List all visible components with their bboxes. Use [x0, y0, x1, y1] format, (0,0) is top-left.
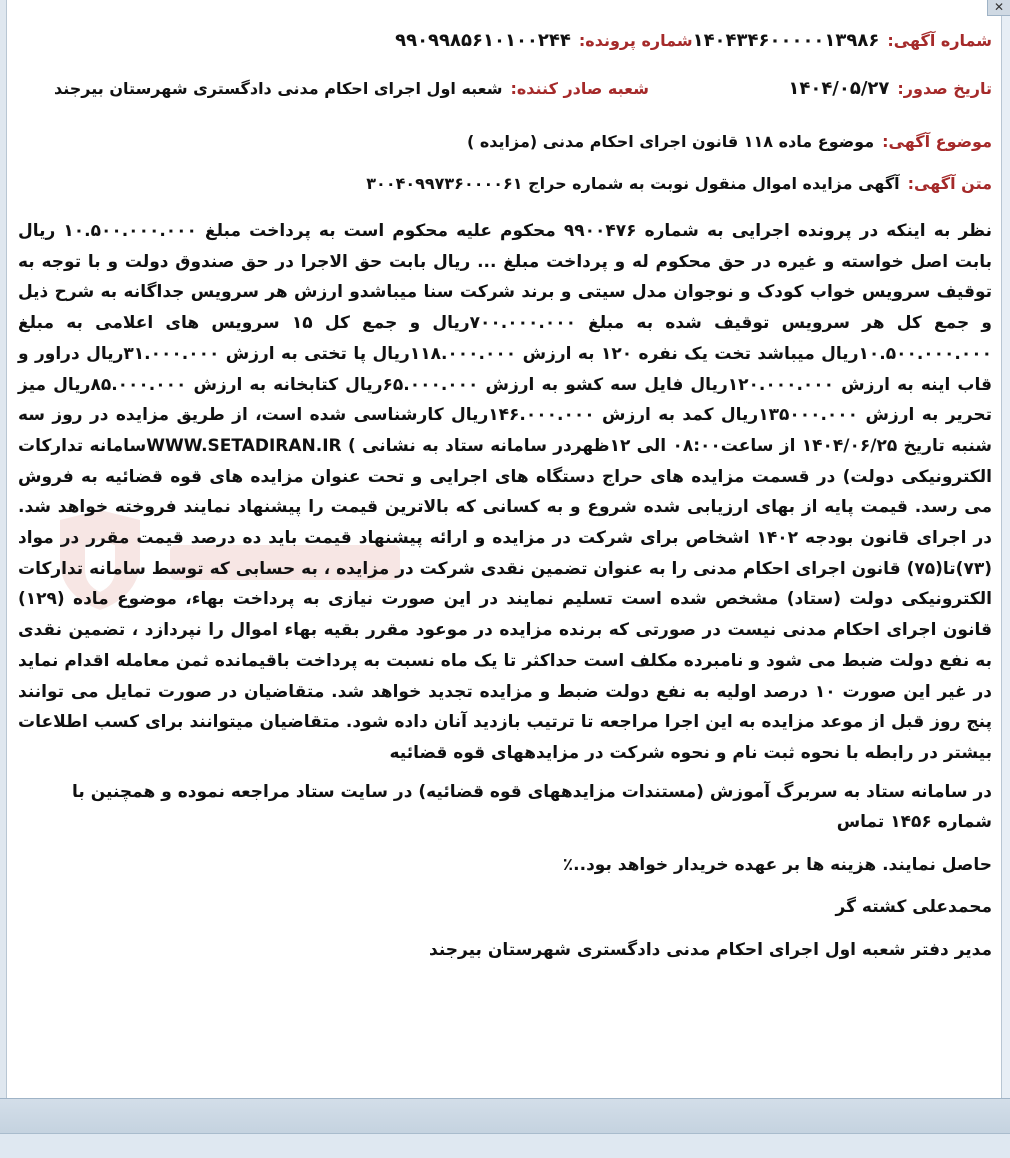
subject-row [18, 132, 992, 170]
header-row-2 [18, 78, 992, 116]
signer-name: محمدعلی کشته گر [835, 897, 992, 918]
text-title-row [18, 174, 992, 212]
notice-number-label: شماره آگهی: [887, 31, 992, 50]
subject-field [467, 132, 992, 151]
text-title: آگهی مزایده اموال منقول نوبت به شماره حراج ۳۰۰۴۰۹۹۷۳۶۰۰۰۰۶۱ [366, 174, 900, 193]
window-frame-left [0, 0, 7, 1100]
window-frame-right [1001, 0, 1010, 1100]
notice-number-field [693, 30, 992, 51]
status-strip [0, 1133, 1010, 1158]
issuer-field [54, 79, 649, 98]
notice-document [18, 30, 992, 965]
notice-body: نظر به اینکه در پرونده اجرایی به شماره ۹۹۰۰۴۷۶ محکوم علیه محکوم است به پرداخت مبلغ ۱۰.۵۰۰.۰۰۰.۰۰۰ ریال بابت اصل خواسته و غیره در حق محکوم له و پرداخت مبلغ ... ریال بابت حق الاجرا در حق صندوق دولت و با توجه به توقیف سرویس خواب کودک و نوجوان مدل سیتی و برند شرکت سنا میباشدو ارزش هر سرویس جداگانه به شرح ذیل و جمع کل هر سرویس توقیف شده به مبلغ ۷۰۰.۰۰۰.۰۰۰ریال و جمع کل ۱۵ سرویس های اعلامی به مبلغ ۱۰.۵۰۰.۰۰۰.۰۰۰ریال میباشد تخت یک نفره ۱۲۰ به ارزش ۱۱۸.۰۰۰.۰۰۰ریال پا تختی به ارزش ۳۱.۰۰۰.۰۰۰ریال دراور و قاب اینه به ارزش ۱۲۰.۰۰۰.۰۰۰ریال فایل سه کشو به ارزش ۶۵.۰۰۰.۰۰۰ریال کتابخانه به ارزش ۸۵.۰۰۰.۰۰۰ریال میز تحریر به ارزش ۱۳۵۰۰۰.۰۰۰ریال کمد به ارزش ۱۴۶.۰۰۰.۰۰۰ریال کارشناسی شده است، از طریق مزایده در روز سه شنبه تاریخ ۱۴۰۴/۰۶/۲۵ از ساعت۰۸:۰۰ الی ۱۲ظهردر سامانه ستاد به نشانی ) WWW.SETADIRAN.IRسامانه تدارکات الکترونیکی دولت) در قسمت مزایده های حراج دستگاه های اجرایی و تحت عنوان مزایده های قوه قضائیه به فروش می رسد. قیمت پایه از بهای ارزیابی شده شروع و به کسانی که بالاترین قیمت را پیشنهاد نمایند فروخته خواهد شد. در اجرای قانون بودجه ۱۴۰۲ اشخاص برای شرکت در مزایده و ارائه پیشنهاد قیمت باید ده درصد قیمت مقرر در مواد (۷۳)تا(۷۵) قانون اجرای احکام مدنی را به عنوان تضمین نقدی شرکت در مزایده ، به حسابی که توسط سامانه تدارکات الکترونیکی دولت (ستاد) مشخص شده است تسلیم نمایند در این صورت نیازی به پرداخت بهاء، موضوع ماده (۱۲۹) قانون اجرای احکام مدنی نیست در صورتی که برنده مزایده در موعود مقرر بقیه بهاء اموال را نپردازد ، تضمین نقدی به نفع دولت ضبط می شود و نامبرده مکلف است حداکثر تا یک ماه نسبت به پرداخت باقیمانده ثمن معامله اقدام نماید در غیر این صورت ۱۰ درصد اولیه به نفع دولت ضبط و مزایده تجدید خواهد شد. متقاضیان در صورت تمایل می توانند پنج روز قبل از موعد مزایده به این اجرا مراجعه تا ترتیب بازدید آنان داده شود. متقاضیان میتوانند برای کسب اطلاعات بیشتر در رابطه با نحوه ثبت نام و نحوه شرکت در مزایدههای قوه قضائیه [18, 221, 993, 763]
text-label: متن آگهی: [907, 174, 992, 193]
issue-date: ۱۴۰۴/۰۵/۲۷ [788, 78, 890, 99]
issue-date-label: تاریخ صدور: [897, 79, 992, 98]
issue-date-field [788, 78, 992, 99]
text-title-field [366, 174, 992, 193]
signer-title: مدیر دفتر شعبه اول اجرای احکام مدنی دادگستری شهرستان بیرجند [429, 939, 992, 960]
window-bottom-bar [0, 1098, 1010, 1135]
close-icon[interactable]: ✕ [987, 0, 1010, 16]
issuer-label: شعبه صادر کننده: [510, 79, 649, 98]
case-number-field [395, 30, 692, 51]
contact-paragraph: در سامانه ستاد به سربرگ آموزش (مستندات مزایدههای قوه قضائیه) در سایت ستاد مراجعه نموده و همچنین با شماره ۱۴۵۶ تماس [72, 781, 992, 833]
case-number: ۹۹۰۹۹۸۵۶۱۰۱۰۰۲۴۴ [395, 30, 571, 51]
subject: موضوع ماده ۱۱۸ قانون اجرای احکام مدنی (مزایده ) [466, 132, 875, 151]
issuer: شعبه اول اجرای احکام مدنی دادگستری شهرستان بیرجند [54, 79, 503, 98]
cost-paragraph: حاصل نمایند. هزینه ها بر عهده خریدار خواهد بود..٪ [562, 854, 992, 875]
subject-label: موضوع آگهی: [882, 132, 992, 151]
header-row-1 [18, 30, 992, 68]
notice-number: ۱۴۰۴۳۴۶۰۰۰۰۰۱۳۹۸۶ [692, 30, 880, 51]
case-number-label: شماره پرونده: [578, 31, 693, 50]
